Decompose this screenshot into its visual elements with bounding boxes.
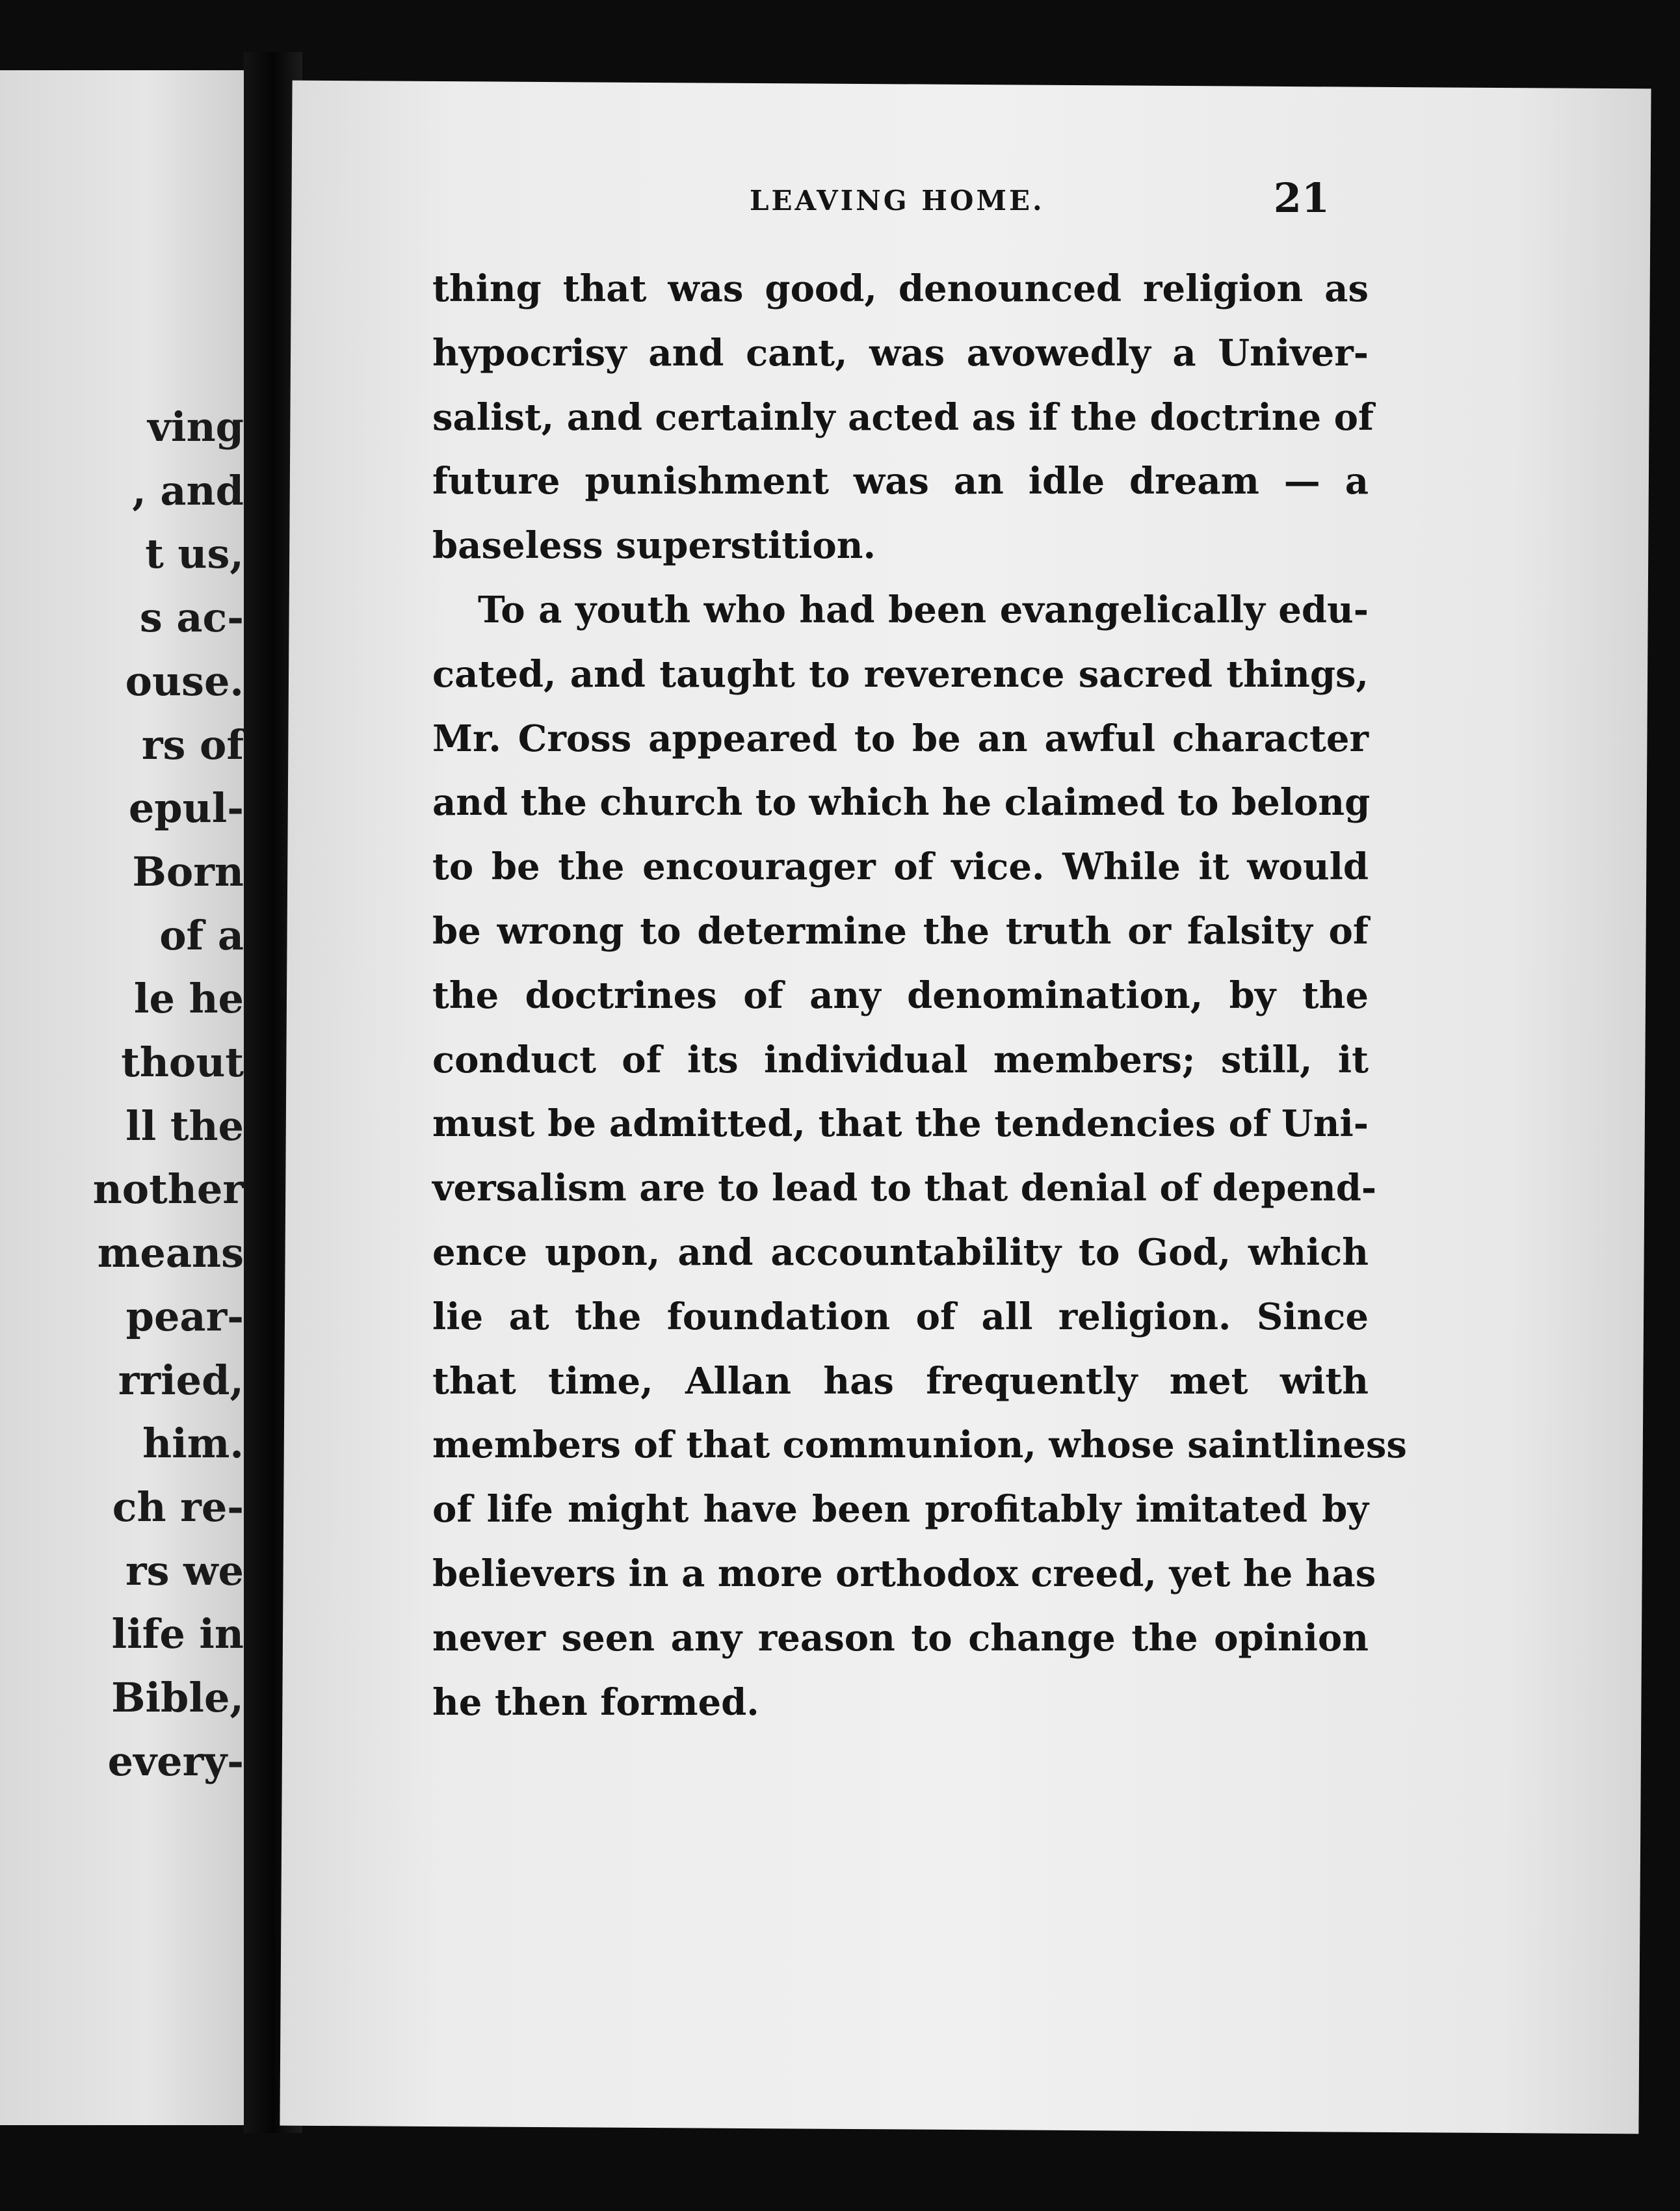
- page-number: 21: [1273, 174, 1330, 222]
- previous-page-line: every-: [107, 1737, 244, 1785]
- text-line: and the church to which he claimed to belong: [432, 781, 1371, 825]
- previous-page-line: nother: [92, 1165, 244, 1213]
- previous-page-line: , and: [132, 466, 244, 514]
- text-line: he then formed.: [432, 1680, 759, 1724]
- previous-page-line: ouse.: [125, 657, 244, 705]
- text-line: cated, and taught to reverence sacred things,: [432, 652, 1369, 696]
- previous-page-line: pear-: [125, 1292, 244, 1340]
- paragraph: [432, 257, 1374, 578]
- text-line: must be admitted, that the tendencies of Uni-: [432, 1102, 1369, 1146]
- text-line: never seen any reason to change the opinion: [432, 1616, 1369, 1660]
- previous-page-line: ll the: [125, 1102, 244, 1150]
- previous-page-line: thout: [121, 1039, 244, 1087]
- previous-page-line: Bible,: [111, 1674, 244, 1722]
- text-line: lie at the foundation of all religion. Since: [432, 1295, 1369, 1338]
- previous-page-line: le he: [133, 975, 244, 1023]
- previous-page-text: [0, 395, 244, 1793]
- previous-page-line: of a: [159, 911, 244, 959]
- previous-page-line: ch re-: [112, 1483, 244, 1531]
- previous-page-line: means: [97, 1229, 244, 1277]
- text-line: that time, Allan has frequently met with: [432, 1359, 1369, 1403]
- text-line: believers in a more orthodox creed, yet he has: [432, 1552, 1376, 1595]
- text-line: conduct of its individual members; still, it: [432, 1038, 1369, 1081]
- text-line: salist, and certainly acted as if the doctrine of: [432, 395, 1374, 439]
- text-line: to be the encourager of vice. While it would: [432, 845, 1369, 889]
- text-line: thing that was good, denounced religion as: [432, 267, 1369, 310]
- paragraph: [432, 578, 1407, 1734]
- running-head: [465, 174, 1330, 233]
- text-line: baseless superstition.: [432, 524, 876, 568]
- previous-page-line: rs we: [125, 1546, 244, 1595]
- text-line: members of that communion, whose saintliness: [432, 1423, 1407, 1467]
- text-line: of life might have been profitably imitated by: [432, 1488, 1369, 1531]
- previous-page-line: epul-: [128, 784, 244, 832]
- previous-page-line: ving: [147, 403, 244, 451]
- previous-page: [0, 70, 244, 2125]
- previous-page-line: life in: [111, 1610, 244, 1658]
- previous-page-line: s ac-: [139, 594, 244, 642]
- text-line: ence upon, and accountability to God, which: [432, 1230, 1369, 1274]
- previous-page-line: t us,: [145, 530, 244, 578]
- previous-page-line: him.: [142, 1420, 244, 1468]
- running-head-title: LEAVING HOME.: [750, 185, 1045, 217]
- text-line: be wrong to determine the truth or falsity of: [432, 909, 1369, 953]
- page-body: [432, 257, 1407, 1734]
- text-line: hypocrisy and cant, was avowedly a Univer-: [432, 331, 1369, 375]
- previous-page-line: rs of: [141, 721, 244, 769]
- text-line: the doctrines of any denomination, by the: [432, 973, 1369, 1017]
- previous-page-line: Born: [132, 847, 244, 895]
- text-line: Mr. Cross appeared to be an awful character: [432, 717, 1369, 760]
- text-line: versalism are to lead to that denial of depend-: [432, 1167, 1377, 1210]
- text-line: To a youth who had been evangelically edu-: [478, 588, 1369, 631]
- previous-page-line: rried,: [118, 1356, 244, 1404]
- text-line: future punishment was an idle dream — a: [432, 460, 1369, 503]
